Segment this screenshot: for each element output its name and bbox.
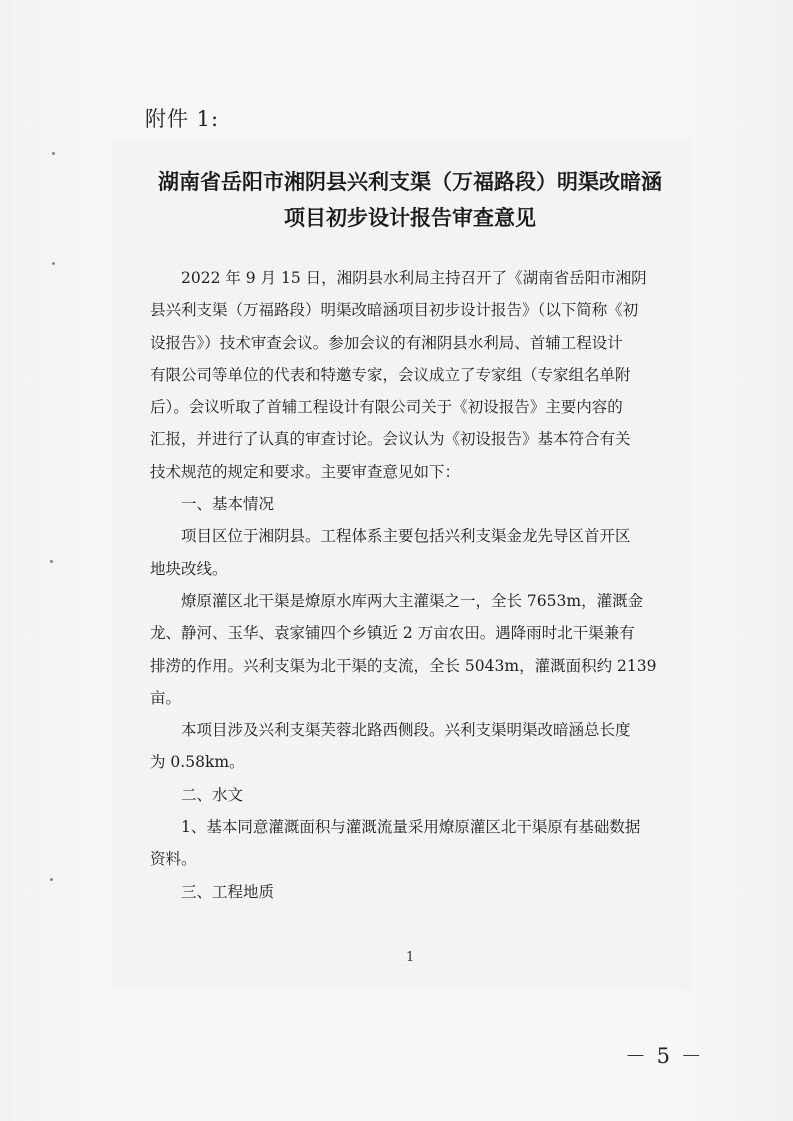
section1-paragraph-2 bbox=[150, 585, 670, 714]
scan-speck bbox=[50, 560, 53, 563]
text-line: 1、基本同意灌溉面积与灌溉流量采用燎原灌区北干渠原有基础数据 bbox=[181, 818, 641, 837]
text-line: 亩。 bbox=[150, 688, 182, 707]
title-line-1: 湖南省岳阳市湘阴县兴利支渠（万福路段）明渠改暗涵 bbox=[158, 170, 662, 194]
text-line: 县兴利支渠（万福路段）明渠改暗涵项目初步设计报告》（以下简称《初 bbox=[150, 301, 639, 320]
section-heading-hydrology: 二、水文 bbox=[181, 785, 244, 804]
section1-paragraph-1 bbox=[150, 520, 670, 585]
text-line: 后）。会议听取了首辅工程设计有限公司关于《初设报告》主要内容的 bbox=[150, 398, 623, 417]
text-line: 燎原灌区北干渠是燎原水库两大主灌渠之一，全长 7653m，灌溉金 bbox=[181, 591, 644, 610]
section-heading-geology: 三、工程地质 bbox=[181, 882, 275, 901]
text-line: 项目区位于湘阴县。工程体系主要包括兴利支渠金龙先导区首开区 bbox=[181, 527, 631, 546]
section1-paragraph-3 bbox=[150, 714, 670, 779]
inner-page-mark: 1 bbox=[406, 950, 415, 965]
intro-paragraph bbox=[150, 262, 670, 488]
text-line: 有限公司等单位的代表和特邀专家，会议成立了专家组（专家组名单附 bbox=[150, 365, 631, 384]
title-line-2: 项目初步设计报告审查意见 bbox=[284, 206, 536, 230]
scan-speck bbox=[52, 262, 55, 265]
scan-speck bbox=[50, 878, 53, 881]
text-line: 地块改线。 bbox=[150, 559, 228, 578]
text-line: 排涝的作用。兴利支渠为北干渠的支流，全长 5043m，灌溉面积约 2139 bbox=[150, 656, 657, 675]
attachment-label: 附件 1: bbox=[145, 107, 220, 131]
text-line: 汇报，并进行了认真的审查讨论。会议认为《初设报告》基本符合有关 bbox=[150, 430, 631, 449]
text-line: 2022 年 9 月 15 日，湘阴县水利局主持召开了《湖南省岳阳市湘阴 bbox=[181, 269, 647, 287]
text-line: 龙、静河、玉华、袁家铺四个乡镇近 2 万亩农田。遇降雨时北干渠兼有 bbox=[150, 624, 635, 643]
section2-paragraph-1 bbox=[150, 811, 670, 876]
document-body bbox=[150, 262, 670, 908]
text-line: 技术规范的规定和要求。主要审查意见如下： bbox=[150, 462, 461, 481]
text-line: 为 0.58km。 bbox=[150, 753, 245, 772]
text-line: 本项目涉及兴利支渠芙蓉北路西侧段。兴利支渠明渠改暗涵总长度 bbox=[181, 721, 631, 740]
scan-speck bbox=[52, 152, 55, 155]
text-line: 资料。 bbox=[150, 850, 197, 869]
text-line: 设报告》）技术审查会议。参加会议的有湘阴县水利局、首辅工程设计 bbox=[150, 333, 623, 352]
page-number: － 5 － bbox=[625, 1044, 704, 1068]
document-title bbox=[150, 164, 670, 236]
section-heading-basic: 一、基本情况 bbox=[181, 495, 275, 514]
